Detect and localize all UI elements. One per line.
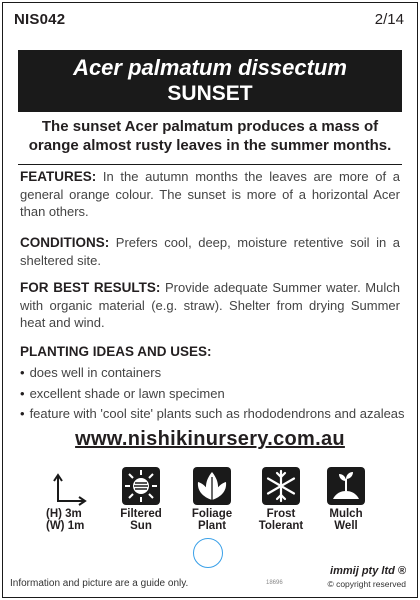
copyright-notice: © copyright reserved	[327, 579, 406, 589]
circle-marker[interactable]	[193, 538, 223, 568]
planting-heading: PLANTING IDEAS AND USES:	[20, 344, 212, 359]
icon-label-line: Frost	[266, 508, 296, 520]
size-info	[46, 508, 84, 532]
height-value: (H) 3m	[46, 508, 82, 520]
best-results-paragraph	[20, 279, 400, 332]
features-paragraph	[20, 168, 400, 221]
size-arrows-icon	[40, 473, 90, 507]
scientific-name: Acer palmatum dissectum	[73, 55, 347, 80]
disclaimer: Information and picture are a guide only.	[10, 578, 189, 589]
filtered-sun-icon	[122, 467, 160, 505]
product-code: NIS042	[14, 11, 66, 28]
intro-text: The sunset Acer palmatum produces a mass of orange almost rusty leaves in the summer months.	[28, 118, 392, 154]
mulch-well-icon	[327, 467, 365, 505]
conditions-text: Prefers cool, deep, moisture retentive soil in a sheltered site.	[20, 235, 400, 268]
list-item: • does well in containers	[20, 363, 404, 384]
icon-label-line: Filtered	[120, 508, 162, 520]
common-name: SUNSET	[167, 82, 253, 105]
list-item: • feature with 'cool site' plants such as rhododendrons and azaleas	[20, 404, 404, 425]
best-results-label: FOR BEST RESULTS:	[20, 280, 161, 295]
icon-label-line: Foliage	[191, 508, 233, 520]
title-banner	[18, 50, 402, 112]
icon-label-line: Sun	[130, 520, 152, 532]
conditions-paragraph	[20, 234, 400, 269]
icon-label-line: Mulch	[329, 508, 363, 520]
list-item: • excellent shade or lawn specimen	[20, 384, 404, 405]
foliage-plant-label	[177, 508, 247, 532]
best-results-text: Provide adequate Summer water. Mulch with organic material (e.g. straw). Shelter from drying Summer heat and wind.	[20, 280, 400, 330]
width-value: (W) 1m	[46, 520, 85, 532]
icon-label-line: Tolerant	[258, 520, 304, 532]
planting-list	[20, 363, 404, 425]
frost-tolerant-label	[246, 508, 316, 532]
conditions-label: CONDITIONS:	[20, 235, 110, 250]
brand-name: immij pty ltd ®	[330, 565, 406, 577]
features-text: In the autumn months the leaves are more of a general orange colour. The sunset is more of a horizontal Acer than others.	[20, 169, 400, 219]
print-code: 18696	[266, 580, 283, 586]
filtered-sun-label	[106, 508, 176, 532]
divider-top	[18, 164, 402, 165]
icon-label-line: Well	[334, 520, 358, 532]
foliage-plant-icon	[193, 467, 231, 505]
frost-tolerant-icon	[262, 467, 300, 505]
page-number: 2/14	[374, 11, 404, 28]
icon-label-line: Plant	[197, 520, 227, 532]
website-link[interactable]: www.nishikinursery.com.au	[75, 428, 345, 450]
mulch-well-label	[311, 508, 381, 532]
features-label: FEATURES:	[20, 169, 97, 184]
